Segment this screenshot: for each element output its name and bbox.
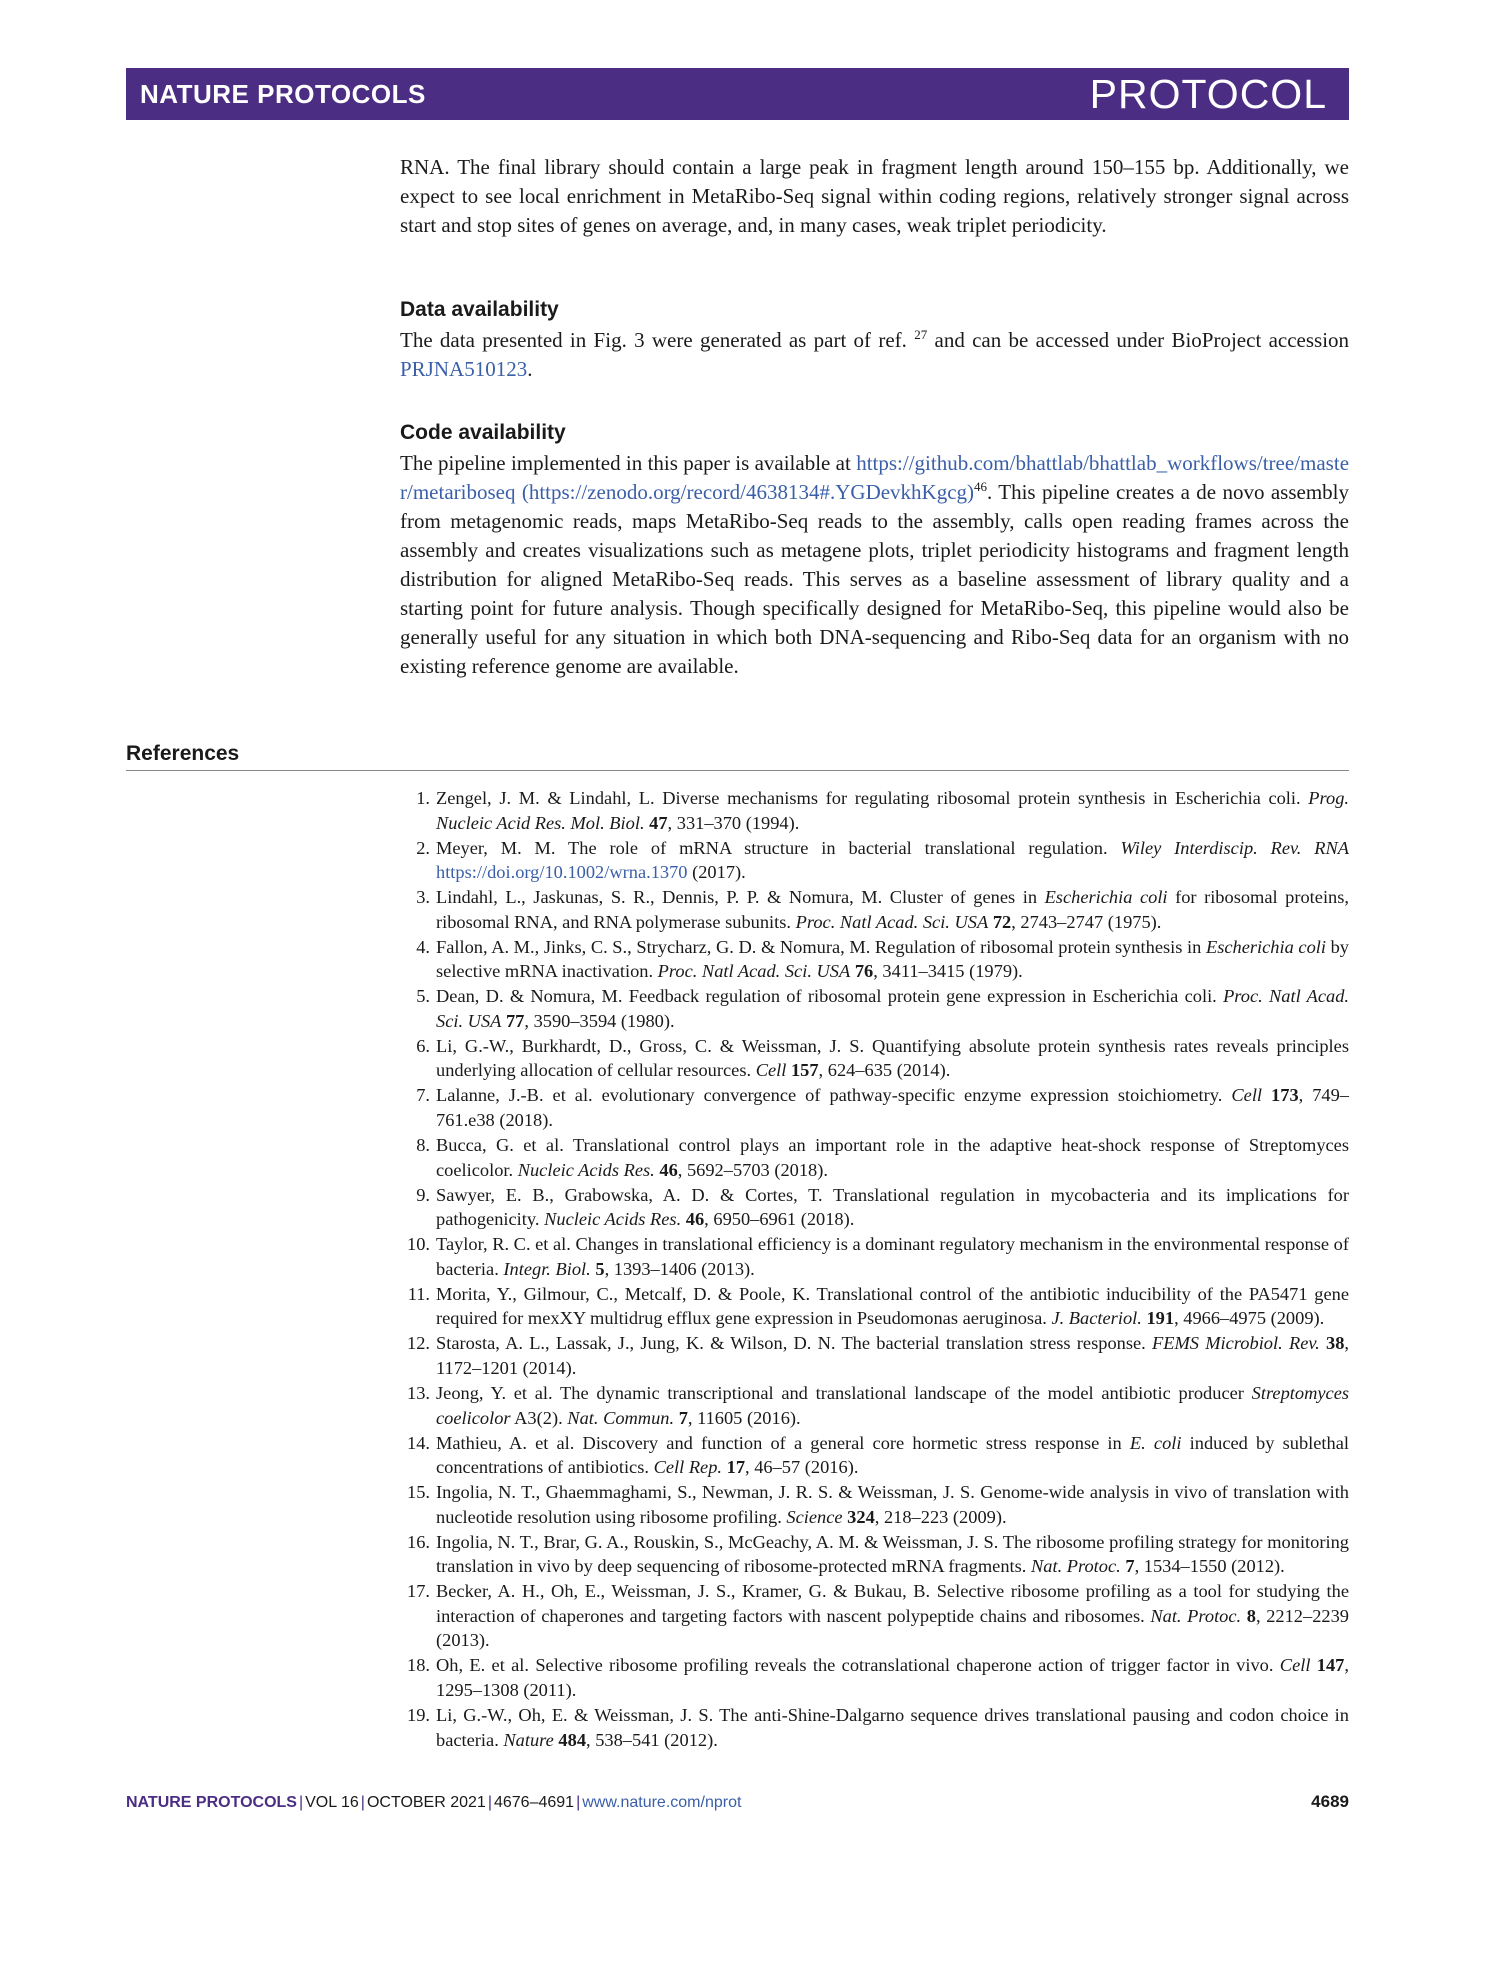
article-type: PROTOCOL [1089, 70, 1327, 117]
reference-item [400, 1083, 1349, 1132]
reference-volume: 46 [685, 1209, 705, 1230]
code-availability-heading: Code availability [400, 421, 566, 444]
reference-number: 8. [416, 1135, 430, 1156]
reference-text [436, 885, 1349, 934]
reference-text [436, 1083, 1349, 1132]
reference-authors: Fallon, A. M., Jinks, C. S., Strycharz, G. D. & Nomura, M. Regulation of ribosomal protein synthesis in [436, 936, 1202, 957]
reference-pages: , 11605 (2016). [687, 1407, 801, 1428]
reference-authors: Li, G.-W., Oh, E. & Weissman, J. S. The anti-Shine-Dalgarno sequence drives translational pausing and codon choice in bacteria. [436, 1705, 1349, 1750]
footer-volume: VOL 16 [305, 1794, 359, 1811]
reference-journal: Wiley Interdiscip. Rev. RNA [1120, 837, 1349, 858]
reference-text [436, 1480, 1349, 1529]
reference-pages: , 1393–1406 (2013). [604, 1258, 755, 1279]
da-text-middle: and can be accessed under BioProject accession [934, 328, 1350, 352]
reference-number: 13. [407, 1382, 430, 1403]
reference-volume: 7 [678, 1407, 688, 1428]
reference-species: Escherichia coli [1205, 936, 1326, 957]
reference-number: 14. [407, 1432, 430, 1453]
reference-item [400, 1530, 1349, 1579]
reference-number: 17. [407, 1581, 430, 1602]
da-ref-num: 27 [914, 327, 928, 342]
intro-section [400, 153, 1349, 240]
reference-text [436, 1381, 1349, 1430]
reference-pages: , 3411–3415 (1979). [873, 961, 1023, 982]
reference-volume: 8 [1246, 1605, 1256, 1626]
reference-number: 18. [407, 1655, 430, 1676]
reference-volume: 7 [1125, 1556, 1135, 1577]
reference-pages: , 538–541 (2012). [586, 1729, 718, 1750]
footer-url[interactable]: www.nature.com/nprot [582, 1794, 742, 1811]
reference-volume: 38 [1326, 1333, 1345, 1354]
reference-volume: 173 [1271, 1085, 1299, 1106]
reference-pages: , 624–635 (2014). [818, 1060, 951, 1081]
zenodo-link[interactable]: (https://zenodo.org/record/4638134#.YGDevkhKgcg) [521, 480, 975, 504]
reference-number: 9. [416, 1184, 430, 1205]
reference-pages: , 749–761.e38 (2018). [436, 1085, 1350, 1131]
page-footer [126, 1792, 1349, 1812]
reference-item [400, 1703, 1349, 1752]
reference-species: Escherichia coli [1044, 887, 1168, 908]
reference-journal: Nat. Protoc. [1031, 1556, 1121, 1577]
reference-pages: , 331–370 (1994). [667, 812, 800, 833]
data-availability-text [400, 326, 1349, 384]
reference-journal: FEMS Microbiol. Rev. [1152, 1333, 1320, 1354]
reference-number: 19. [407, 1705, 430, 1725]
reference-authors: Ingolia, N. T., Brar, G. A., Rouskin, S., McGeachy, A. M. & Weissman, J. S. The ribosome profiling strategy for monitoring translation in vivo by deep sequencing of ribosome-protected mRNA fragments. [436, 1531, 1349, 1577]
reference-journal: Cell [1231, 1085, 1263, 1106]
reference-title-cont: A3(2). [514, 1407, 563, 1428]
reference-authors: Bucca, G. et al. Translational control plays an important role in the adaptive heat-shock response of Streptomyces coelicolor. [436, 1135, 1349, 1180]
reference-volume: 191 [1146, 1308, 1175, 1329]
reference-text [436, 786, 1349, 835]
reference-title-cont: for ribosomal proteins, ribosomal RNA, and RNA polymerase subunits. [436, 887, 1350, 932]
reference-item [400, 885, 1349, 934]
reference-number: 16. [407, 1531, 430, 1552]
reference-volume: 46 [659, 1159, 678, 1180]
reference-text [436, 1183, 1349, 1232]
journal-name: NATURE PROTOCOLS [140, 78, 426, 109]
reference-number: 15. [407, 1482, 430, 1503]
reference-journal: Nucleic Acids Res. [517, 1159, 655, 1180]
reference-item [400, 1381, 1349, 1430]
reference-text [436, 1530, 1349, 1579]
reference-authors: Starosta, A. L., Lassak, J., Jung, K. & Wilson, D. N. The bacterial translation stress response. [436, 1333, 1146, 1354]
intro-paragraph: RNA. The final library should contain a large peak in fragment length around 150–155 bp. Additionally, we expect to see local enrichment in MetaRibo-Seq signal within coding regions, relatively stronger signal across start and stop sites of genes on average, and, in many cases, weak triplet periodicity. [400, 155, 1349, 237]
reference-volume: 147 [1316, 1655, 1345, 1676]
reference-title-cont: induced by sublethal concentrations of antibiotics. [436, 1432, 1349, 1478]
reference-volume: 47 [649, 812, 668, 833]
reference-doi-link[interactable]: https://doi.org/10.1002/wrna.1370 [436, 862, 688, 883]
reference-pages: , 1295–1308 (2011). [436, 1655, 1349, 1701]
reference-journal: Prog. Nucleic Acid Res. Mol. Biol. [436, 788, 1349, 833]
reference-number: 3. [416, 887, 430, 908]
reference-pages: , 218–223 (2009). [874, 1506, 1007, 1527]
reference-authors: Morita, Y., Gilmour, C., Metcalf, D. & Poole, K. Translational control of the antibiotic inducibility of the PA5471 gene required for mexXY multidrug efflux gene expression in Pseudomonas aeruginosa. [436, 1283, 1349, 1329]
reference-journal: Cell [755, 1060, 787, 1081]
reference-pages: , 46–57 (2016). [745, 1457, 859, 1478]
reference-text [436, 1431, 1349, 1480]
reference-text [436, 1579, 1349, 1653]
reference-authors: Taylor, R. C. et al. Changes in translational efficiency is a dominant regulatory mechanism in the environmental response of bacteria. [436, 1234, 1349, 1279]
code-availability-section [400, 421, 1349, 681]
journal-banner [126, 68, 1349, 120]
reference-pages: , 6950–6961 (2018). [704, 1209, 855, 1230]
reference-authors: Li, G.-W., Burkhardt, D., Gross, C. & Weissman, J. S. Quantifying absolute protein synthesis rates reveals principles underlying allocation of cellular resources. [436, 1035, 1349, 1081]
reference-item [400, 1480, 1349, 1529]
reference-pages: , 1172–1201 (2014). [436, 1333, 1349, 1378]
reference-pages: , 5692–5703 (2018). [677, 1159, 828, 1180]
reference-authors: Meyer, M. M. The role of mRNA structure in bacterial translational regulation. [436, 837, 1108, 858]
bioproject-link[interactable]: PRJNA510123 [400, 357, 528, 381]
reference-journal: Integr. Biol. [503, 1258, 591, 1279]
reference-pages: , 2743–2747 (1975). [1011, 911, 1162, 932]
reference-species: Streptomyces coelicolor [436, 1382, 1350, 1428]
reference-number: 1. [416, 788, 430, 808]
reference-authors: Oh, E. et al. Selective ribosome profiling reveals the cotranslational chaperone action of trigger factor in vivo. [436, 1655, 1274, 1676]
reference-journal: Nat. Commun. [567, 1407, 675, 1428]
reference-pages: , 4966–4975 (2009). [1174, 1308, 1325, 1329]
reference-number: 11. [407, 1283, 430, 1304]
reference-number: 4. [416, 936, 430, 957]
da-text-end: . [527, 357, 533, 381]
reference-pages: (2017). [687, 862, 746, 883]
reference-volume: 324 [847, 1506, 875, 1527]
reference-text [436, 1133, 1349, 1182]
footer-citation: NATURE PROTOCOLS | VOL 16 | OCTOBER 2021 | 4676–4691 | www.nature.com/nprot [126, 1794, 742, 1811]
reference-species: E. coli [1129, 1432, 1182, 1453]
reference-volume: 5 [595, 1258, 605, 1279]
reference-authors: Sawyer, E. B., Grabowska, A. D. & Cortes, T. Translational regulation in mycobacteria and its implications for pathogenicity. [436, 1184, 1349, 1230]
reference-item [400, 1232, 1349, 1281]
reference-journal: Proc. Natl Acad. Sci. USA [657, 961, 851, 982]
reference-list [400, 786, 1349, 1753]
reference-text [436, 1232, 1349, 1281]
reference-pages: , 1534–1550 (2012). [1134, 1556, 1285, 1577]
footer-pages: 4676–4691 [493, 1794, 575, 1811]
reference-item [400, 1431, 1349, 1480]
references-heading: References [126, 742, 1349, 771]
reference-text [436, 1282, 1349, 1331]
reference-volume: 76 [854, 961, 874, 982]
reference-title-cont: by selective mRNA inactivation. [436, 936, 1349, 982]
reference-item [400, 1183, 1349, 1232]
reference-volume: 77 [505, 1010, 525, 1031]
reference-authors: Ingolia, N. T., Ghaemmaghami, S., Newman, J. R. S. & Weissman, J. S. Genome-wide analysis in vivo of translation with nucleotide resolution using ribosome profiling. [436, 1482, 1349, 1527]
reference-volume: 72 [992, 911, 1012, 932]
reference-journal: Cell Rep. [653, 1457, 723, 1478]
reference-number: 12. [407, 1333, 430, 1354]
reference-authors: Mathieu, A. et al. Discovery and function of a general core hormetic stress response in [436, 1432, 1122, 1453]
reference-number: 2. [416, 837, 430, 858]
github-link[interactable]: https://github.com/bhattlab/bhattlab_workflows/tree/master/metariboseq [400, 451, 1350, 504]
reference-authors: Jeong, Y. et al. The dynamic transcriptional and translational landscape of the model antibiotic producer [436, 1382, 1244, 1403]
reference-item [400, 1034, 1349, 1083]
reference-journal: Cell [1279, 1655, 1311, 1676]
reference-number: 6. [416, 1035, 430, 1056]
page-number: 4689 [1311, 1792, 1349, 1811]
reference-text [436, 1034, 1349, 1083]
reference-item [400, 1331, 1349, 1380]
reference-journal: Nature [503, 1729, 554, 1750]
reference-text [436, 836, 1349, 885]
reference-authors: Becker, A. H., Oh, E., Weissman, J. S., Kramer, G. & Bukau, B. Selective ribosome profiling as a tool for studying the interaction of chaperones and targeting factors with nascent polypeptide chains and ribosomes. [436, 1581, 1349, 1626]
reference-authors: Lindahl, L., Jaskunas, S. R., Dennis, P. P. & Nomura, M. Cluster of genes in [436, 887, 1038, 908]
code-availability-text [400, 449, 1349, 681]
data-availability-section [400, 298, 1349, 384]
reference-volume: 17 [726, 1457, 746, 1478]
reference-number: 5. [416, 986, 430, 1007]
reference-item [400, 786, 1349, 835]
reference-authors: Dean, D. & Nomura, M. Feedback regulation of ribosomal protein gene expression in Escherichia coli. [436, 986, 1217, 1007]
reference-item [400, 935, 1349, 984]
reference-journal: Science [786, 1506, 843, 1527]
reference-volume: 157 [790, 1060, 819, 1081]
ca-text-after: . This pipeline creates a de novo assembly from metagenomic reads, maps MetaRibo-Seq reads to the assembly, calls open reading frames across the assembly and creates visualizations such as metagene plots, triplet periodicity histograms and fragment length distribution for aligned MetaRibo-Seq reads. This serves as a baseline assessment of library quality and a starting point for future analysis. Though specifically designed for MetaRibo-Seq, this pipeline would also be generally useful for any situation in which both DNA-sequencing and Ribo-Seq data for an organism with no existing reference genome are available. [400, 480, 1350, 678]
footer-journal: NATURE PROTOCOLS [126, 1794, 297, 1811]
reference-pages: , 3590–3594 (1980). [524, 1010, 675, 1031]
reference-journal: Proc. Natl Acad. Sci. USA [436, 986, 1349, 1031]
reference-journal: Nucleic Acids Res. [544, 1209, 682, 1230]
reference-number: 7. [416, 1085, 430, 1106]
reference-item [400, 1579, 1349, 1653]
reference-text [436, 1331, 1349, 1380]
reference-text [436, 935, 1349, 984]
footer-date: OCTOBER 2021 [366, 1794, 486, 1811]
reference-journal: Proc. Natl Acad. Sci. USA [795, 911, 989, 932]
reference-item [400, 836, 1349, 885]
reference-number: 10. [407, 1234, 430, 1255]
ca-ref-num: 46 [974, 479, 988, 494]
reference-pages: , 2212–2239 (2013). [436, 1605, 1349, 1651]
ca-text-before: The pipeline implemented in this paper is available at [400, 451, 851, 475]
reference-item [400, 984, 1349, 1033]
reference-volume: 484 [558, 1729, 587, 1750]
reference-text [436, 1703, 1349, 1752]
data-availability-heading: Data availability [400, 298, 559, 321]
reference-authors: Lalanne, J.-B. et al. evolutionary convergence of pathway-specific enzyme expression stoichiometry. [436, 1085, 1223, 1106]
da-text-before: The data presented in Fig. 3 were generated as part of ref. [400, 328, 907, 352]
reference-authors: Zengel, J. M. & Lindahl, L. Diverse mechanisms for regulating ribosomal protein synthesis in Escherichia coli. [436, 788, 1301, 808]
reference-item [400, 1653, 1349, 1702]
reference-text [436, 984, 1349, 1033]
reference-item [400, 1133, 1349, 1182]
reference-journal: J. Bacteriol. [1051, 1308, 1142, 1329]
reference-text [436, 1653, 1349, 1702]
reference-journal: Nat. Protoc. [1150, 1605, 1242, 1626]
reference-item [400, 1282, 1349, 1331]
